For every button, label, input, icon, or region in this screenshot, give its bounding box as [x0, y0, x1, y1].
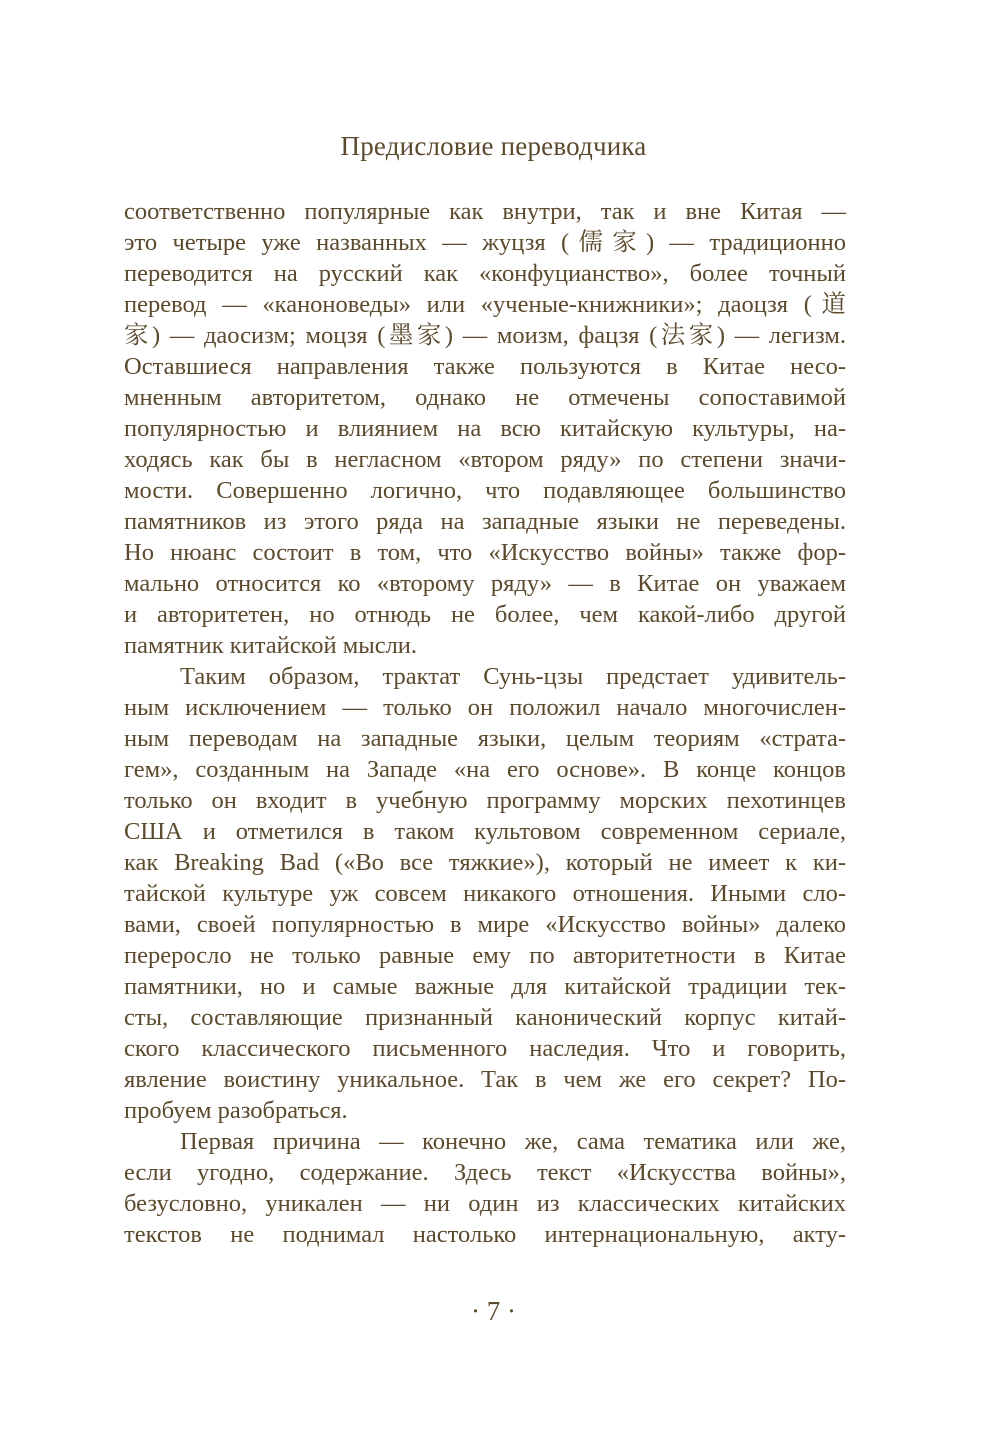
text-line: тайской культуре уж совсем никакого отношения. Иными сло- — [124, 880, 846, 907]
text-line: ходясь как бы в негласном «втором ряду» по степени значи- — [124, 446, 846, 473]
text-line: текстов не поднимал настолько интернациональную, акту- — [124, 1221, 846, 1248]
text-line: Таким образом, трактат Сунь-цзы предстает удивитель- — [180, 663, 846, 690]
text-line: 家) — даосизм; моцзя (墨家) — моизм, фацзя (法家) — легизм. — [124, 322, 846, 349]
text-line: мненным авторитетом, однако не отмечены сопоставимой — [124, 384, 846, 411]
text-line: перевод — «каноноведы» или «ученые-книжники»; даоцзя (道 — [124, 291, 846, 318]
text-line: это четыре уже названных — жуцзя (儒家) — традиционно — [124, 229, 846, 256]
text-line: только он входит в учебную программу морских пехотинцев — [124, 787, 846, 814]
text-line: Но нюанс состоит в том, что «Искусство войны» также фор- — [124, 539, 846, 566]
text-line: памятников из этого ряда на западные языки не переведены. — [124, 508, 846, 535]
text-line: если угодно, содержание. Здесь текст «Искусства войны», — [124, 1159, 846, 1186]
text-line: явление воистину уникальное. Так в чем же его секрет? По- — [124, 1066, 846, 1093]
text-line: ского классического письменного наследия. Что и говорить, — [124, 1035, 846, 1062]
text-line: Первая причина — конечно же, сама тематика или же, — [180, 1128, 846, 1155]
text-line: переросло не только равные ему по авторитетности в Китае — [124, 942, 846, 969]
text-line: мости. Совершенно логично, что подавляющее большинство — [124, 477, 846, 504]
text-line: Оставшиеся направления также пользуются в Китае несо- — [124, 353, 846, 380]
text-line: США и отметился в таком культовом современном сериале, — [124, 818, 846, 845]
text-line: ным переводам на западные языки, целым теориям «страта- — [124, 725, 846, 752]
text-line: мально относится ко «второму ряду» — в Китае он уважаем — [124, 570, 846, 597]
text-line: памятник китайской мысли. — [124, 632, 418, 659]
text-line: соответственно популярные как внутри, так и вне Китая — — [124, 198, 846, 225]
page-number: · 7 · — [471, 1296, 516, 1326]
text-line: гем», созданным на Западе «на его основе». В конце концов — [124, 756, 846, 783]
text-line: безусловно, уникален — ни один из классических китайских — [124, 1190, 846, 1217]
text-line: переводится на русский как «конфуцианство», более точный — [124, 260, 846, 287]
body-text — [124, 196, 846, 1250]
text-line: популярностью и влиянием на всю китайскую культуры, на- — [124, 415, 846, 442]
text-line: пробуем разобраться. — [124, 1097, 348, 1124]
text-line: как Breaking Bad («Во все тяжкие»), который не имеет к ки- — [124, 849, 846, 876]
text-line: и авторитетен, но отнюдь не более, чем какой-либо другой — [124, 601, 846, 628]
text-line: сты, составляющие признанный канонический корпус китай- — [124, 1004, 846, 1031]
running-head: Предисловие переводчика — [340, 131, 647, 161]
text-line: ным исключением — только он положил начало многочислен- — [124, 694, 846, 721]
text-line: вами, своей популярностью в мире «Искусство войны» далеко — [124, 911, 846, 938]
text-line: памятники, но и самые важные для китайской традиции тек- — [124, 973, 846, 1000]
